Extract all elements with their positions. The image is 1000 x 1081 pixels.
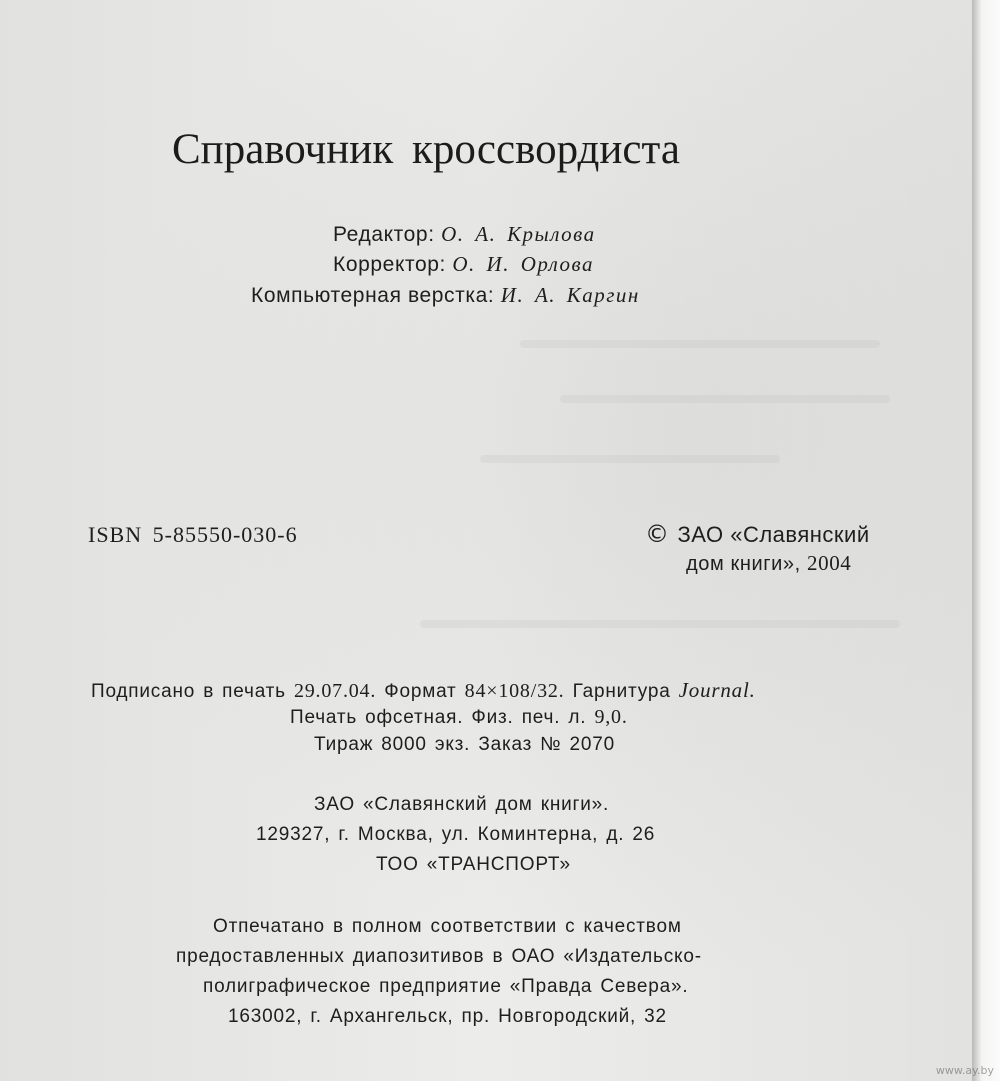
printer-address: 163002, г. Архангельск, пр. Новгородский, 32 [228, 1006, 667, 1027]
credit-role: Компьютерная верстка: [251, 284, 495, 307]
credit-person: О. А. Крылова [441, 222, 596, 246]
show-through-mark [420, 620, 900, 628]
imprint-typeface: Journal. [678, 678, 756, 702]
copyright-year: 2004 [807, 551, 852, 575]
credit-person: И. А. Каргин [500, 283, 640, 307]
imprint-run-line: Тираж 8000 экз. Заказ № 2070 [314, 734, 615, 755]
imprint-date: 29.07.04. [293, 680, 377, 702]
publisher-name: ЗАО «Славянский дом книги». [314, 794, 610, 815]
layout-credit [251, 285, 640, 306]
show-through-mark [520, 340, 880, 348]
editor-credit [333, 224, 596, 245]
imprint-text: Гарнитура [572, 681, 671, 702]
credit-person: О. И. Орлова [452, 252, 594, 276]
imprint-signed-line [91, 680, 756, 701]
show-through-mark [560, 395, 890, 403]
book-title: Справочник кроссвордиста [172, 126, 680, 173]
imprint-sheets: 9,0. [594, 706, 628, 728]
copyright-symbol: © [645, 520, 670, 548]
copyright-line-1 [645, 522, 870, 546]
copyright-holder: ЗАО «Славянский [677, 522, 870, 547]
copyright-line-2 [686, 553, 851, 574]
credit-role: Редактор: [333, 223, 435, 246]
publisher-address: 129327, г. Москва, ул. Коминтерна, д. 26 [256, 824, 656, 845]
site-watermark: www.ay.by [935, 1064, 994, 1077]
printer-line-2: предоставленных диапозитивов в ОАО «Издательско- [176, 946, 702, 967]
credit-role: Корректор: [333, 253, 446, 276]
co-publisher: ТОО «ТРАНСПОРТ» [376, 854, 571, 875]
corrector-credit [333, 254, 594, 275]
isbn: ISBN 5-85550-030-6 [88, 522, 298, 547]
printer-line-3: полиграфическое предприятие «Правда Севера». [203, 976, 689, 997]
imprint-text: Формат [384, 681, 457, 702]
imprint-text: Подписано в печать [91, 681, 286, 702]
printer-line-1: Отпечатано в полном соответствии с качеством [213, 916, 682, 937]
show-through-mark [480, 455, 780, 463]
imprint-text: Печать офсетная. Физ. печ. л. [290, 707, 587, 728]
copyright-holder-cont: дом книги», [686, 553, 801, 575]
page-edge [972, 0, 1000, 1081]
imprint-print-line [290, 707, 628, 727]
imprint-format: 84×108/32. [464, 680, 565, 702]
